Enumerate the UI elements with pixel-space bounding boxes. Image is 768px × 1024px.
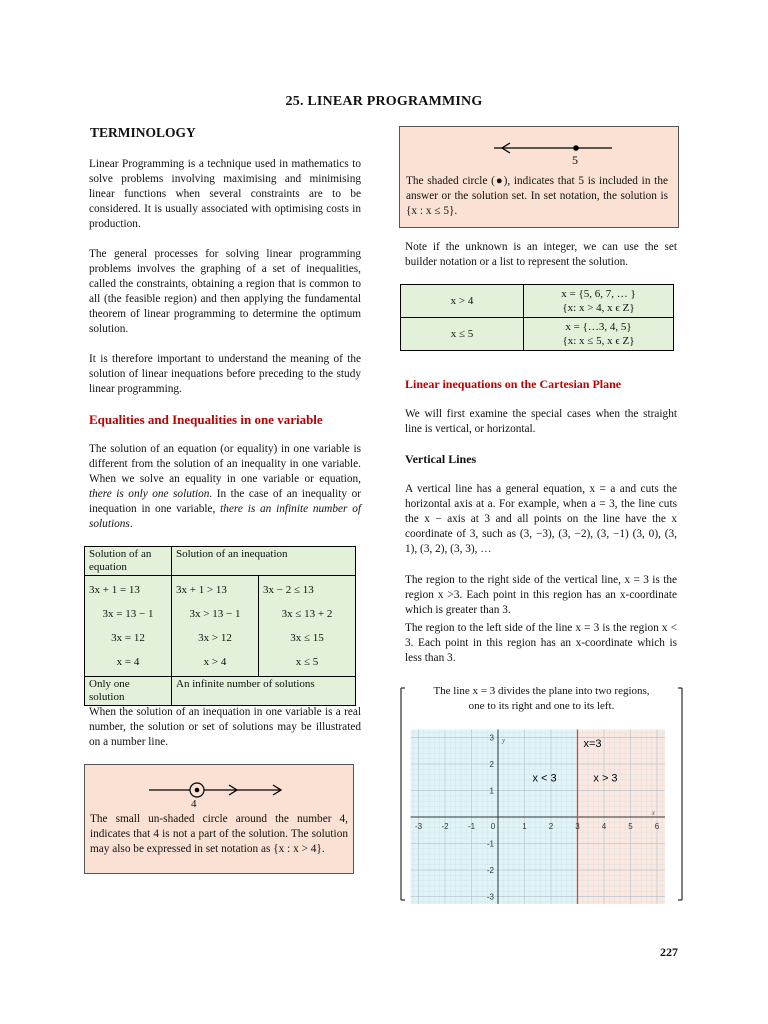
graph-caption-line-1: The line x = 3 divides the plane into two regions, (433, 685, 650, 697)
vertical-lines-heading: Vertical Lines (405, 452, 477, 466)
set-inequality: x ≤ 5 (401, 318, 524, 351)
left-region-label: x < 3 (532, 772, 557, 785)
solutions-table (84, 546, 356, 706)
paragraph-terminology: Linear Programming is a technique used in mathematics to solve problems involving maximising and minimising linear functions when several constraints are to be considered. It is usually associated with optimising costs in production. (89, 158, 361, 230)
x-tick-label: 4 (601, 822, 607, 831)
number-line-box-filled-circle (399, 126, 679, 228)
paragraph-left-region: The region to the left side of the line x = 3 is the region x < 3. Each point in this region has an x-coordinate which is less than 3. (405, 622, 677, 664)
para4-text-e: . (129, 518, 133, 530)
para4-text-a: The solution of an equation (or equality) in one variable is different from the solution of an inequality in one variable. When we solve an equality in one variable or equation, (89, 443, 361, 485)
ineq1-step-3: 3x > 12 (198, 632, 232, 644)
eq-step-3: 3x = 12 (111, 632, 145, 644)
filled-circle-icon (573, 145, 579, 151)
ineq1-step-4: x > 4 (203, 656, 227, 668)
x-tick-label: 3 (575, 822, 580, 831)
number-line-label-4: 4 (191, 798, 197, 810)
set-builder-table (400, 284, 674, 351)
line-label: x=3 (583, 737, 602, 750)
filled-circle-text: The shaded circle (●), indicates that 5 is included in the answer or the solution set. In set notation, the solution is (406, 175, 668, 202)
left-bracket (401, 688, 405, 900)
paragraph-vertical-line: A vertical line has a general equation, x = a and cuts the horizontal axis at a. For example, when a = 3, the line cuts the x − axis at 3 and all points on the line have the x coordinate of 3, such as (3, −3), (3, −2), (3, −1) (3, 0), (3, 1), (3, 2), (3, 3), … (405, 483, 677, 555)
graph-box (399, 684, 684, 904)
y-axis-label: y (502, 736, 506, 745)
filled-circle-explanation (406, 174, 668, 219)
y-tick-label: 3 (489, 733, 494, 743)
y-tick-label: 1 (489, 786, 494, 796)
paragraph-equation-vs-inequality (89, 442, 361, 532)
eq-step-1: 3x + 1 = 13 (89, 584, 140, 596)
paragraph-number-line: When the solution of an inequation in one variable is a real number, the solution or set of solutions may be illustrated on a number line. (89, 706, 361, 748)
table-footer-one-solution: Only one solution (85, 677, 172, 706)
set-builder: {x: x ≤ 5, x ϵ Z} (562, 335, 635, 347)
filled-circle-set: {x : x ≤ 5}. (406, 205, 458, 217)
cartesian-heading: Linear inequations on the Cartesian Plane (405, 377, 622, 391)
paragraph-special-cases: We will first examine the special cases when the straight line is vertical, or horizontal. (405, 408, 677, 435)
set-builder: {x: x > 4, x ϵ Z} (562, 302, 635, 314)
ineq2-step-2: 3x ≤ 13 + 2 (281, 608, 333, 620)
x-tick-label: 5 (628, 822, 633, 831)
table-row (401, 285, 674, 318)
page-title: 25. LINEAR PROGRAMMING (285, 94, 483, 109)
y-tick-label: 2 (489, 760, 494, 769)
table-row (401, 318, 674, 351)
right-region-label: x > 3 (593, 772, 618, 785)
paragraph-right-region: The region to the right side of the vertical line, x = 3 is the region x >3. Each point in this region has an x-coordinate which is greater than 3. (405, 574, 677, 616)
table-header-equation: Solution of an equation (85, 547, 172, 576)
ineq1-step-2: 3x > 13 − 1 (189, 608, 241, 620)
ineq1-step-1: 3x + 1 > 13 (176, 584, 227, 596)
set-representations (524, 318, 674, 351)
y-tick-label: -2 (486, 866, 494, 875)
graph-caption-line-2: one to its right and one to its left. (468, 700, 615, 712)
terminology-heading: TERMINOLOGY (90, 125, 196, 140)
equation-steps (85, 576, 172, 677)
set-representations (524, 285, 674, 318)
cartesian-graph (399, 684, 684, 904)
eq-step-2: 3x = 13 − 1 (102, 608, 154, 620)
inequation-2-steps (259, 576, 356, 677)
ineq2-step-3: 3x ≤ 15 (290, 632, 324, 644)
x-tick-label: 0 (490, 822, 496, 831)
number-line-filled (400, 131, 678, 171)
x-tick-label: 1 (522, 822, 527, 831)
x-tick-label: 2 (548, 822, 554, 831)
para4-text-d: there is an infinite number of solutions (89, 503, 361, 530)
inequation-1-steps (172, 576, 259, 677)
x-axis-label: x (651, 809, 655, 817)
right-bracket (678, 688, 682, 900)
equalities-heading: Equalities and Inequalities in one variable (89, 412, 323, 427)
set-list: x = {5, 6, 7, … } (561, 288, 636, 300)
number-line-open (85, 769, 353, 817)
set-inequality: x > 4 (401, 285, 524, 318)
open-circle-explanation (90, 812, 348, 857)
open-circle-set: {x : x > 4}. (273, 843, 325, 855)
table-footer-infinite-solutions: An infinite number of solutions (172, 677, 356, 706)
x-tick-label: -2 (441, 822, 449, 831)
number-line-box-open-circle (84, 764, 354, 874)
number-line-label-5: 5 (572, 153, 578, 167)
y-tick-label: -3 (486, 892, 494, 902)
paragraph-general-process: The general processes for solving linear programming problems involves the graphing of a set of inequalities, called the constraints, obtaining a region that is common to all (the feasible region) and then applying the fundamental theorem of linear programming to determine the optimum solution. (89, 248, 361, 335)
ineq2-step-1: 3x − 2 ≤ 13 (263, 584, 314, 596)
open-circle-text: The small un-shaded circle around the number 4, indicates that 4 is not a part of the solution. The solution may also be expressed in set notation as (90, 813, 348, 855)
para4-text-b: there is only one solution. (89, 488, 213, 500)
ineq2-step-4: x ≤ 5 (295, 656, 319, 668)
x-tick-label: -3 (414, 822, 423, 831)
point-dot-icon (195, 788, 200, 793)
para4-text-c: In the case of an inequality or inequation in one variable, (89, 488, 361, 515)
table-header-inequation: Solution of an inequation (172, 547, 356, 576)
page-number: 227 (660, 945, 678, 959)
y-tick-label: -1 (486, 839, 494, 849)
paragraph-integer-note: Note if the unknown is an integer, we can use the set builder notation or a list to represent the solution. (405, 241, 677, 268)
set-list: x = {…3, 4, 5} (565, 321, 632, 333)
paragraph-importance: It is therefore important to understand the meaning of the solution of linear inequations before preceding to the study linear programming. (89, 353, 361, 395)
x-tick-label: -1 (467, 822, 476, 831)
x-tick-label: 6 (654, 822, 660, 831)
eq-step-4: x = 4 (116, 656, 140, 668)
